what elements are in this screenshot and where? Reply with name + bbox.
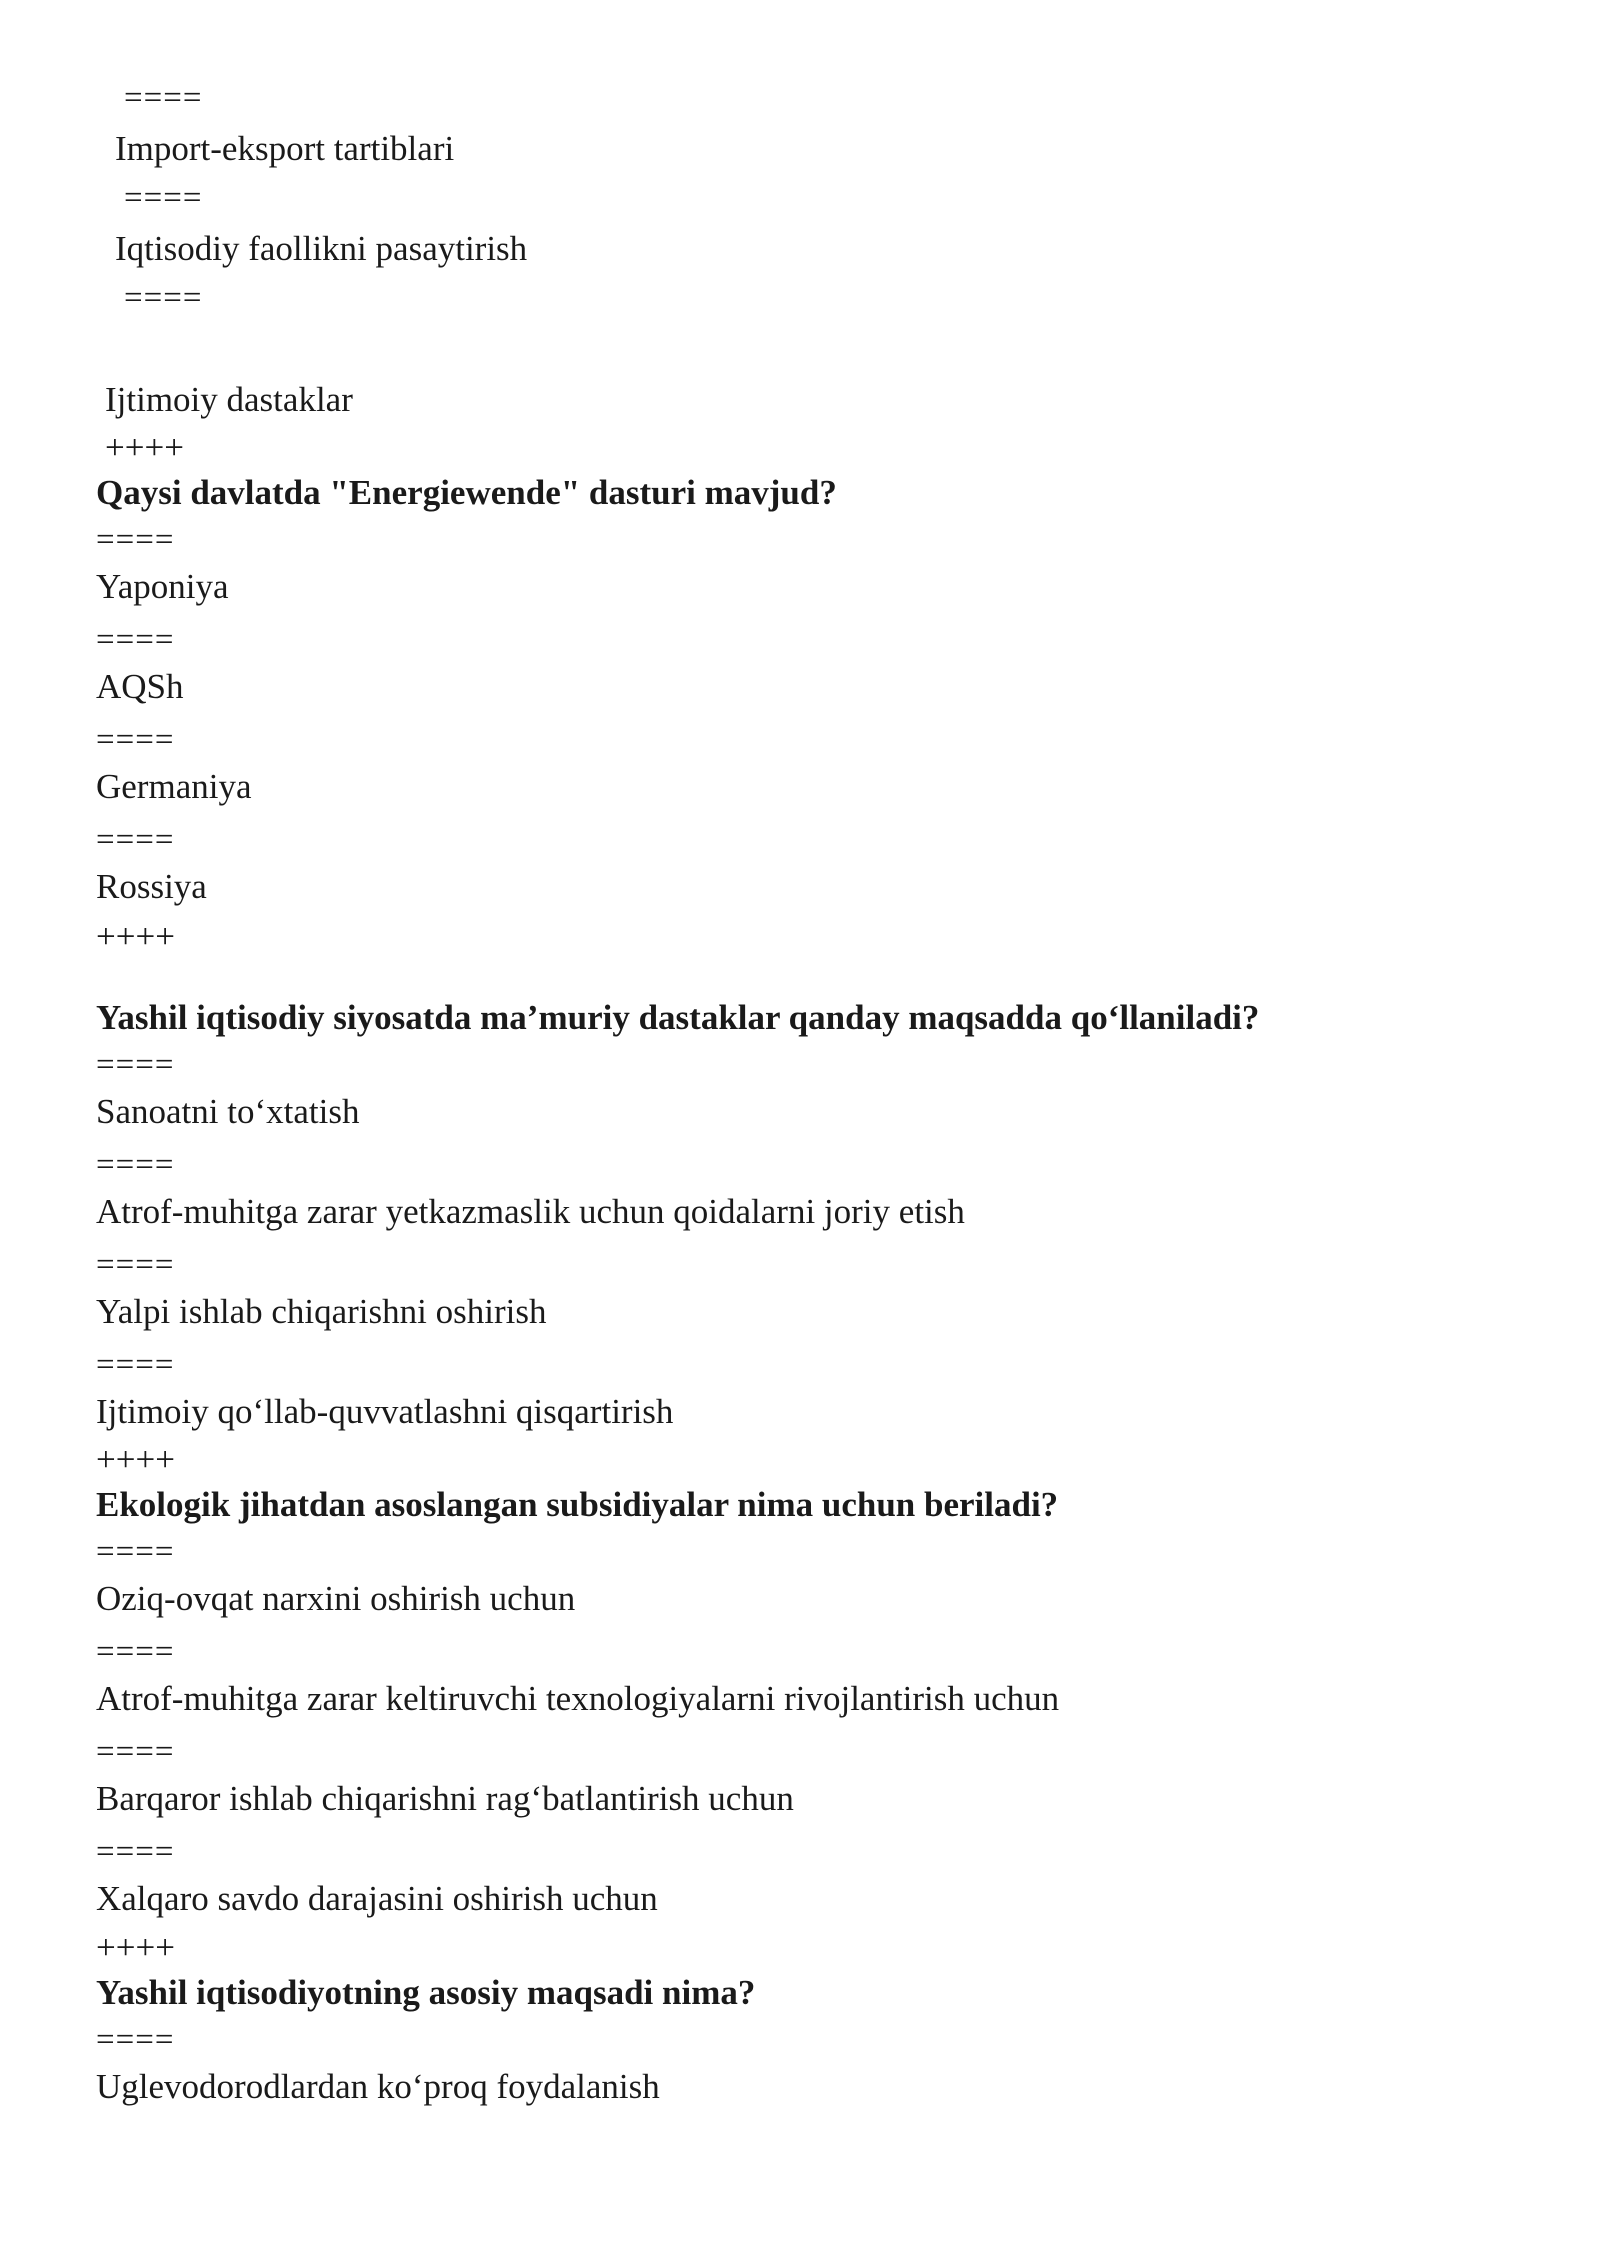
answer-option: Uglevodorodlardan ko‘proq foydalanish (96, 2067, 660, 2106)
answer-option: Xalqaro savdo darajasini oshirish uchun (96, 1879, 658, 1918)
answer-option: Import-eksport tartiblari (115, 129, 455, 168)
answer-option: Yalpi ishlab chiqarishni oshirish (96, 1292, 547, 1331)
question-end-marker: ++++ (96, 1928, 175, 1967)
answer-option: Barqaror ishlab chiqarishni rag‘batlantirish uchun (96, 1779, 794, 1818)
answer-option: Ijtimoiy dastaklar (105, 380, 353, 419)
question-text: Qaysi davlatda "Energiewende" dasturi mavjud? (96, 473, 837, 512)
answer-option: Germaniya (96, 767, 252, 806)
separator: ==== (96, 1147, 175, 1183)
separator: ==== (96, 1534, 175, 1570)
separator: ==== (96, 1247, 175, 1283)
separator: ==== (124, 180, 203, 216)
separator: ==== (96, 2022, 175, 2058)
separator: ==== (96, 1047, 175, 1083)
separator: ==== (96, 1734, 175, 1770)
separator: ==== (96, 1347, 175, 1383)
separator: ==== (96, 722, 175, 758)
answer-option: Atrof-muhitga zarar yetkazmaslik uchun qoidalarni joriy etish (96, 1192, 965, 1231)
separator: ==== (124, 80, 203, 116)
question-text: Yashil iqtisodiyotning asosiy maqsadi nima? (96, 1973, 756, 2012)
separator: ==== (96, 622, 175, 658)
separator: ==== (96, 1834, 175, 1870)
answer-option: Iqtisodiy faollikni pasaytirish (115, 229, 528, 268)
answer-option: Atrof-muhitga zarar keltiruvchi texnologiyalarni rivojlantirish uchun (96, 1679, 1060, 1718)
answer-option: Oziq-ovqat narxini oshirish uchun (96, 1579, 576, 1618)
question-end-marker: ++++ (96, 917, 175, 956)
answer-option: Sanoatni to‘xtatish (96, 1092, 360, 1131)
separator: ==== (96, 822, 175, 858)
question-end-marker: ++++ (105, 428, 184, 467)
separator: ==== (124, 280, 203, 316)
separator: ==== (96, 1634, 175, 1670)
question-text: Ekologik jihatdan asoslangan subsidiyalar nima uchun beriladi? (96, 1485, 1059, 1524)
question-end-marker: ++++ (96, 1440, 175, 1479)
question-text: Yashil iqtisodiy siyosatda ma’muriy dastaklar qanday maqsadda qo‘llaniladi? (96, 998, 1260, 1037)
answer-option: Rossiya (96, 867, 207, 906)
answer-option: AQSh (96, 667, 184, 706)
separator: ==== (96, 522, 175, 558)
answer-option: Ijtimoiy qo‘llab-quvvatlashni qisqartirish (96, 1392, 674, 1431)
answer-option: Yaponiya (96, 567, 229, 606)
